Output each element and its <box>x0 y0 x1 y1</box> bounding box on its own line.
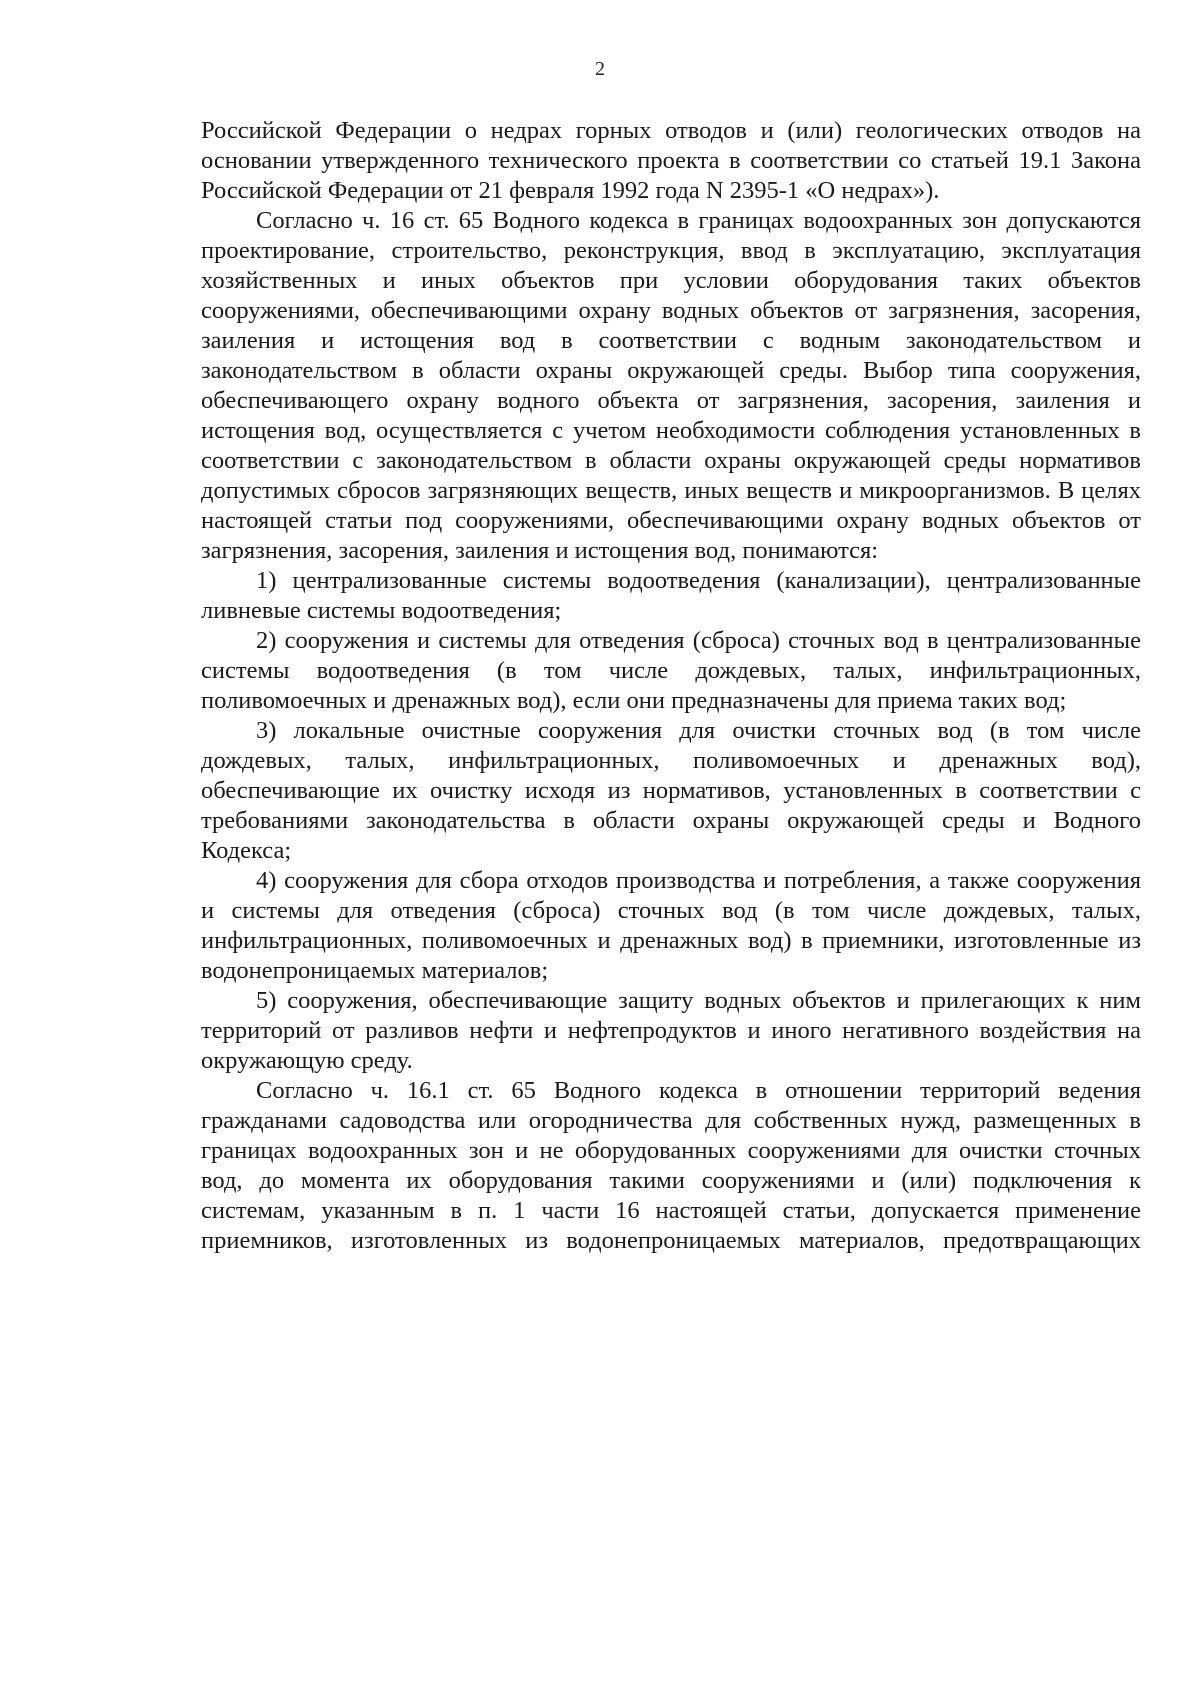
document-body <box>201 116 1141 1256</box>
paragraph: Российской Федерации о недрах горных отводов и (или) геологических отводов на основании утвержденного технического проекта в соответствии со статьей 19.1 Закона Российской Федерации от 21 февраля 1992 года N 2395-1 «О недрах»). <box>201 117 1141 204</box>
page-number: 2 <box>595 58 605 80</box>
list-item: 3) локальные очистные сооружения для очистки сточных вод (в том числе дождевых, талых, инфильтрационных, поливомоечных и дренажных вод), обеспечивающие их очистку исходя из нормативов, установленных в соответствии с требованиями законодательства в области охраны окружающей среды и Водного Кодекса; <box>201 717 1141 864</box>
list-item: 4) сооружения для сбора отходов производства и потребления, а также сооружения и системы для отведения (сброса) сточных вод (в том числе дождевых, талых, инфильтрационных, поливомоечных и дренажных вод) в приемники, изготовленные из водонепроницаемых материалов; <box>201 867 1141 984</box>
paragraph: Согласно ч. 16.1 ст. 65 Водного кодекса в отношении территорий ведения гражданами садоводства или огородничества для собственных нужд, размещенных в границах водоохранных зон и не оборудованных сооружениями для очистки сточных вод, до момента их оборудования такими сооружениями и (или) подключения к системам, указанным в п. 1 части 16 настоящей статьи, допускается применение приемников, изготовленных из водонепроницаемых материалов, предотвращающих <box>201 1077 1141 1254</box>
list-item: 1) централизованные системы водоотведения (канализации), централизованные ливневые системы водоотведения; <box>201 567 1141 624</box>
list-item: 2) сооружения и системы для отведения (сброса) сточных вод в централизованные системы водоотведения (в том числе дождевых, талых, инфильтрационных, поливомоечных и дренажных вод), если они предназначены для приема таких вод; <box>201 627 1141 714</box>
list-item: 5) сооружения, обеспечивающие защиту водных объектов и прилегающих к ним территорий от разливов нефти и нефтепродуктов и иного негативного воздействия на окружающую среду. <box>201 987 1141 1074</box>
paragraph: Согласно ч. 16 ст. 65 Водного кодекса в границах водоохранных зон допускаются проектирование, строительство, реконструкция, ввод в эксплуатацию, эксплуатация хозяйственных и иных объектов при условии оборудования таких объектов сооружениями, обеспечивающими охрану водных объектов от загрязнения, засорения, заиления и истощения вод в соответствии с водным законодательством и законодательством в области охраны окружающей среды. Выбор типа сооружения, обеспечивающего охрану водного объекта от загрязнения, засорения, заиления и истощения вод, осуществляется с учетом необходимости соблюдения установленных в соответствии с законодательством в области охраны окружающей среды нормативов допустимых сбросов загрязняющих веществ, иных веществ и микроорганизмов. В целях настоящей статьи под сооружениями, обеспечивающими охрану водных объектов от загрязнения, засорения, заиления и истощения вод, понимаются: <box>201 207 1141 564</box>
